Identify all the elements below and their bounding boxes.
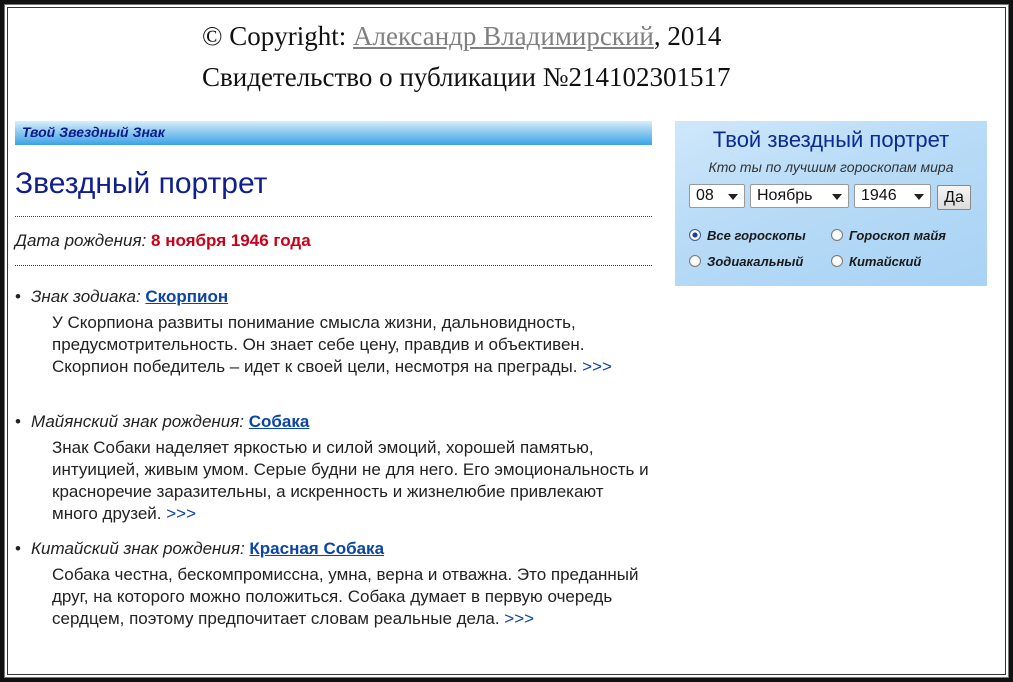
radio-chinese[interactable]: Китайский <box>831 254 921 270</box>
sign-item-mayan <box>15 411 655 525</box>
more-link[interactable]: >>> <box>582 357 612 376</box>
chevron-down-icon <box>728 194 738 200</box>
sign-link-chinese[interactable]: Красная Собака <box>249 539 385 558</box>
dotted-divider <box>15 265 652 266</box>
copyright-line: © Copyright: Александр Владимирский, 2014 <box>202 21 722 51</box>
dotted-divider <box>15 216 652 217</box>
birth-date <box>15 230 311 252</box>
page-title: Звездный портрет <box>15 167 268 200</box>
radio-icon <box>831 255 843 267</box>
section-header-bar: Твой Звездный Знак <box>15 121 652 145</box>
widget-subtitle: Кто ты по лучшим гороскопам мира <box>708 159 954 175</box>
birth-label: Дата рождения: <box>15 231 147 250</box>
more-link[interactable]: >>> <box>166 504 197 523</box>
bullet-icon: • <box>15 539 21 558</box>
sign-label: Майянский знак рождения: <box>31 412 245 431</box>
radio-icon <box>831 229 843 241</box>
chevron-down-icon <box>914 194 924 200</box>
sign-item-chinese <box>15 538 655 630</box>
radio-zodiac[interactable]: Зодиакальный <box>689 254 803 270</box>
radio-checked-icon <box>689 229 701 241</box>
sign-description: У Скорпиона развиты понимание смысла жизни, дальновидность, предусмотрительность. Он знает себе цену, правдив и объективен. Скорпион победитель – идет к своей цели, несмотря на преграды. >>> <box>52 313 612 376</box>
bullet-icon: • <box>15 287 21 306</box>
day-select[interactable]: 08 <box>689 184 745 208</box>
sign-link-zodiac[interactable]: Скорпион <box>145 287 229 306</box>
sign-link-mayan[interactable]: Собака <box>248 412 310 431</box>
year-select[interactable]: 1946 <box>854 184 931 208</box>
radio-mayan[interactable]: Гороскоп майя <box>831 228 946 244</box>
sign-item-zodiac <box>15 286 655 378</box>
sign-description: Собака честна, бескомпромиссна, умна, верна и отважна. Это преданный друг, на которого можно положиться. Собака думает в первую очередь сердцем, поэтому предпочитает словам реальные дела. >>> <box>52 565 639 628</box>
radio-all-horoscopes[interactable]: Все гороскопы <box>689 228 806 244</box>
sign-label: Китайский знак рождения: <box>31 539 245 558</box>
certificate-line: Свидетельство о публикации №214102301517 <box>202 62 731 92</box>
birth-value: 8 ноября 1946 года <box>151 231 311 250</box>
more-link[interactable]: >>> <box>504 609 535 628</box>
copyright-block <box>202 16 902 98</box>
submit-button[interactable]: Да <box>937 185 971 210</box>
chevron-down-icon <box>832 194 842 200</box>
author-link[interactable]: Александр Владимирский <box>353 21 654 51</box>
radio-icon <box>689 255 701 267</box>
widget-title: Твой звездный портрет <box>712 127 950 152</box>
bullet-icon: • <box>15 412 21 431</box>
month-select[interactable]: Ноябрь <box>750 184 849 208</box>
sign-description: Знак Собаки наделяет яркостью и силой эмоций, хорошей памятью, интуицией, живым умом. Серые будни не для него. Его эмоциональность и красноречие заразительны, а искренность и жизнелюбие привлекают много друзей. >>> <box>52 438 649 523</box>
sign-label: Знак зодиака: <box>31 287 141 306</box>
